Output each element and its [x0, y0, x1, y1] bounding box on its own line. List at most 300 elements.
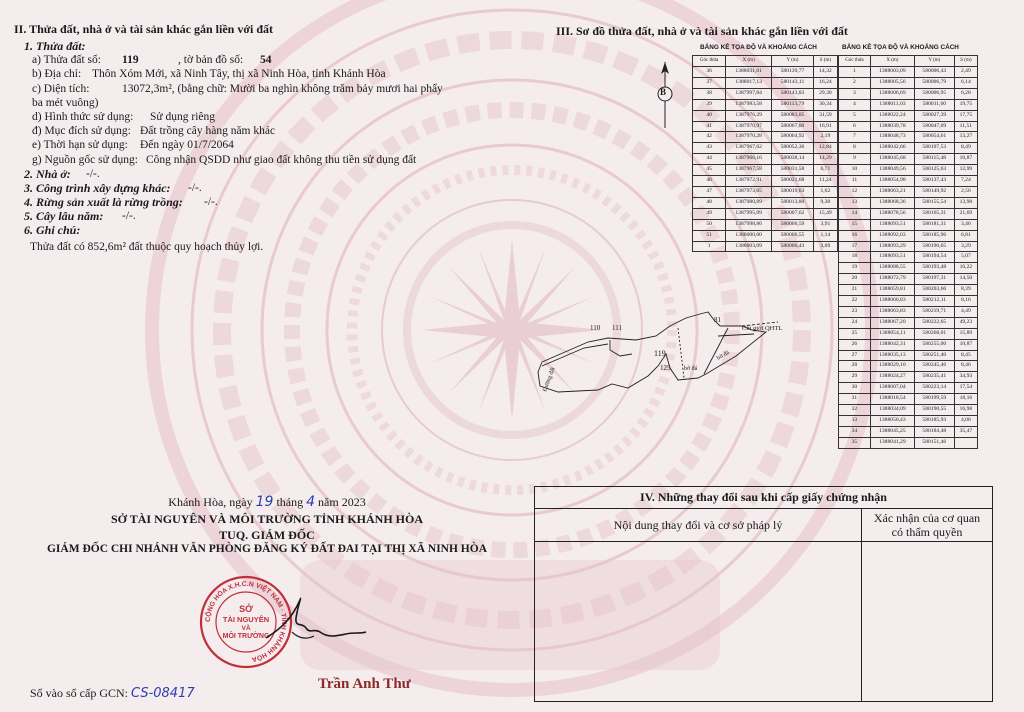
- gcn-entry: [30, 686, 195, 701]
- cell-s: 16,98: [954, 405, 977, 416]
- table-row: [693, 208, 838, 219]
- perennial-heading: 5. Cây lâu năm:: [24, 209, 104, 224]
- cell-x: 1388060,83: [870, 296, 914, 307]
- cell-s: 31,59: [813, 110, 837, 121]
- table-row: [839, 110, 978, 121]
- usage-term-value: Đến ngày 01/7/2064: [140, 139, 234, 152]
- cell-y: 580197,31: [914, 274, 954, 285]
- cell-corner: 41: [693, 121, 726, 132]
- section-changes-box: [534, 486, 993, 702]
- table-row: [839, 99, 978, 110]
- cell-x: 1388045,25: [870, 426, 914, 437]
- cell-y: 580143,83: [772, 88, 814, 99]
- forest-value: -/-.: [204, 196, 218, 209]
- cell-s: 6,28: [954, 88, 977, 99]
- cell-s: 3,09: [813, 241, 837, 252]
- table-row: [839, 88, 978, 99]
- cell-y: 580115,48: [914, 154, 954, 165]
- changes-content-header: Nội dung thay đổi và cơ sở pháp lý: [535, 509, 862, 541]
- cell-y: 580006,95: [914, 88, 954, 99]
- cell-corner: 7: [839, 132, 871, 143]
- note-value: Thửa đất có 852,6m² đất thuộc quy hoạch thủy lợi.: [30, 240, 264, 253]
- cell-y: 580235,41: [914, 372, 954, 383]
- table-row: [839, 405, 978, 416]
- cell-y: 580006,43: [772, 241, 814, 252]
- date-month: 4: [306, 494, 316, 510]
- section-land-parcel: [14, 22, 534, 254]
- cell-corner: 25: [839, 328, 871, 339]
- cell-y: 580268,01: [914, 328, 954, 339]
- seal-ring-text: CỘNG HÒA X.H.C.N VIỆT NAM · TỈNH KHÁNH HÒA: [204, 580, 288, 663]
- table-row: [693, 197, 838, 208]
- north-label: B: [660, 87, 667, 97]
- map-sheet-value: 54: [260, 54, 272, 67]
- cell-corner: 11: [839, 176, 871, 187]
- table-row: [839, 426, 978, 437]
- coordinate-table-right: [838, 55, 978, 449]
- cell-corner: 37: [693, 77, 726, 88]
- cell-x: 1388007,04: [870, 383, 914, 394]
- cell-x: 1388078,56: [870, 208, 914, 219]
- cell-corner: 51: [693, 230, 726, 241]
- cell-x: 1388054,11: [870, 328, 914, 339]
- table-row: [839, 154, 978, 165]
- cell-x: 1387997,84: [726, 88, 772, 99]
- col-x: X (m): [726, 56, 772, 67]
- cell-x: 1388068,36: [870, 197, 914, 208]
- table-row: [839, 165, 978, 176]
- cell-corner: 26: [839, 339, 871, 350]
- table-row: [839, 77, 978, 88]
- column-divider: [861, 541, 862, 701]
- cell-y: 580047,69: [914, 121, 954, 132]
- cell-s: 6,71: [813, 165, 837, 176]
- cell-corner: 1: [693, 241, 726, 252]
- cell-corner: 14: [839, 208, 871, 219]
- cell-y: 580219,71: [914, 306, 954, 317]
- cell-y: 580190,55: [914, 405, 954, 416]
- cell-corner: 30: [839, 383, 871, 394]
- cell-x: 1388035,13: [870, 350, 914, 361]
- table-row: [839, 285, 978, 296]
- cell-x: 1388011,03: [870, 99, 914, 110]
- cell-corner: 18: [839, 252, 871, 263]
- authority-line-2: có thẩm quyền: [891, 525, 963, 539]
- table-row: [839, 176, 978, 187]
- cell-y: 580151,46: [914, 437, 954, 448]
- usage-term-label: e) Thời hạn sử dụng:: [32, 139, 128, 152]
- cell-corner: 8: [839, 143, 871, 154]
- sketch-label-125: 125: [660, 364, 671, 372]
- cell-y: 580223,14: [914, 383, 954, 394]
- cell-corner: 44: [693, 154, 726, 165]
- cell-corner: 16: [839, 230, 871, 241]
- cell-corner: 6: [839, 121, 871, 132]
- cell-s: 18,16: [954, 394, 977, 405]
- cell-s: 3,29: [954, 241, 977, 252]
- table-row: [839, 274, 978, 285]
- table-row: [839, 208, 978, 219]
- parcel-number-value: 119: [122, 54, 139, 67]
- cell-corner: 42: [693, 132, 726, 143]
- cell-s: 13,27: [954, 132, 977, 143]
- col-y: Y (m): [772, 56, 814, 67]
- table-row: [839, 306, 978, 317]
- cell-x: 1388029,10: [870, 361, 914, 372]
- sketch-label-119: 119: [654, 349, 666, 358]
- cell-x: 1388003,09: [726, 241, 772, 252]
- cell-s: 11,51: [954, 121, 977, 132]
- cell-corner: 28: [839, 361, 871, 372]
- cell-corner: 38: [693, 88, 726, 99]
- cell-corner: 24: [839, 317, 871, 328]
- col-corner: Góc thửa: [693, 56, 726, 67]
- cell-y: 580083,05: [772, 110, 814, 121]
- cell-y: 580011,60: [914, 99, 954, 110]
- usage-purpose-label: đ) Mục đích sử dụng:: [32, 125, 131, 138]
- cell-s: 30,34: [813, 99, 837, 110]
- cell-s: 8,49: [954, 143, 977, 154]
- cell-corner: 31: [839, 394, 871, 405]
- house-heading: 2. Nhà ở:: [24, 166, 71, 181]
- cell-s: 6,81: [954, 230, 977, 241]
- table-row: [693, 77, 838, 88]
- area-label: c) Diện tích:: [32, 82, 90, 95]
- cell-x: 1388093,51: [870, 219, 914, 230]
- cell-s: 4,08: [954, 416, 977, 427]
- cell-y: 580052,36: [772, 143, 814, 154]
- table-row: [839, 383, 978, 394]
- table-row: [839, 437, 978, 448]
- cell-y: 580021,68: [772, 176, 814, 187]
- table-row: [693, 230, 838, 241]
- cell-s: 5,07: [954, 252, 977, 263]
- cell-y: 580125,63: [914, 165, 954, 176]
- cell-s: 10,87: [954, 339, 977, 350]
- cell-s: 34,93: [954, 372, 977, 383]
- cell-s: 8,45: [954, 350, 977, 361]
- origin-value: Công nhận QSDD như giao đất không thu tiền sử dụng đất: [146, 153, 417, 166]
- cell-x: 1388024,27: [870, 372, 914, 383]
- cell-x: 1388045,68: [870, 154, 914, 165]
- col-s: S (m): [954, 56, 977, 67]
- sketch-boundary-label: Chỉ giới QHTL: [742, 325, 783, 332]
- col-corner: Góc thửa: [839, 56, 871, 67]
- table-row: [693, 121, 838, 132]
- section-2-title: II. Thửa đất, nhà ở và tài sản khác gắn liền với đất: [14, 22, 274, 36]
- table-row: [839, 350, 978, 361]
- cell-y: 580007,62: [772, 208, 814, 219]
- cell-x: 1388017,13: [726, 77, 772, 88]
- cell-y: 580255,00: [914, 339, 954, 350]
- cell-y: 580185,96: [914, 230, 954, 241]
- cell-x: 1388022,24: [870, 110, 914, 121]
- authority-confirm-header: [862, 511, 992, 539]
- cell-x: 1388018,54: [870, 394, 914, 405]
- seal-center-2: TÀI NGUYÊN: [222, 615, 270, 624]
- table-row: [693, 186, 838, 197]
- cell-x: 1387983,58: [726, 99, 772, 110]
- cell-s: 1,14: [813, 230, 837, 241]
- cell-x: 1388006,69: [870, 88, 914, 99]
- col-y: Y (m): [914, 56, 954, 67]
- table-row: [839, 317, 978, 328]
- cell-y: 580185,93: [914, 416, 954, 427]
- cell-x: 1387970,97: [726, 121, 772, 132]
- sketch-road-label-2: bờ đá: [716, 349, 731, 362]
- table-row: [839, 416, 978, 427]
- cell-y: 580181,31: [914, 219, 954, 230]
- date-year: năm 2023: [318, 495, 366, 509]
- cell-corner: 46: [693, 176, 726, 187]
- address-value: Thôn Xóm Mới, xã Ninh Tây, thị xã Ninh Hòa, tỉnh Khánh Hòa: [92, 68, 386, 81]
- cell-corner: 10: [839, 165, 871, 176]
- cell-y: 580107,53: [914, 143, 954, 154]
- cell-x: 1388092,03: [870, 230, 914, 241]
- cell-corner: 29: [839, 372, 871, 383]
- table-row: [693, 176, 838, 187]
- cell-s: 1,62: [813, 186, 837, 197]
- cell-x: 1387998,86: [726, 219, 772, 230]
- table-row: [839, 241, 978, 252]
- cell-s: 14,29: [813, 154, 837, 165]
- cell-corner: 1: [839, 67, 871, 78]
- cell-x: 1388039,78: [870, 121, 914, 132]
- cell-corner: 20: [839, 274, 871, 285]
- cell-x: 1388034,09: [870, 405, 914, 416]
- table-row: [839, 132, 978, 143]
- signature-date: [0, 494, 534, 510]
- cell-corner: 43: [693, 143, 726, 154]
- cell-y: 580184,48: [914, 426, 954, 437]
- cell-corner: 19: [839, 263, 871, 274]
- cell-y: 580251,40: [914, 350, 954, 361]
- cell-x: 1387980,89: [726, 197, 772, 208]
- table-row: [693, 241, 838, 252]
- cell-x: 1388054,98: [870, 176, 914, 187]
- cell-x: 1388072,79: [870, 274, 914, 285]
- cell-x: 1387967,58: [726, 165, 772, 176]
- cell-corner: 47: [693, 186, 726, 197]
- cell-corner: 13: [839, 197, 871, 208]
- cell-s: 12,99: [954, 165, 977, 176]
- cell-s: 16,91: [813, 121, 837, 132]
- cell-y: 580006,43: [914, 67, 954, 78]
- cell-y: 580199,59: [914, 394, 954, 405]
- cell-corner: 4: [839, 99, 871, 110]
- date-day: 19: [255, 494, 274, 510]
- table-row: [839, 121, 978, 132]
- cell-corner: 21: [839, 285, 871, 296]
- cell-s: 8,39: [954, 285, 977, 296]
- date-month-label: tháng: [276, 495, 304, 509]
- cell-y: 580006,55: [772, 230, 814, 241]
- cell-x: 1388063,83: [870, 306, 914, 317]
- table-row: [839, 197, 978, 208]
- table-row: [839, 252, 978, 263]
- cell-s: 2,56: [954, 186, 977, 197]
- table-row: [693, 132, 838, 143]
- cell-s: 3,46: [954, 219, 977, 230]
- cell-s: 2,19: [813, 132, 837, 143]
- cell-y: 580222,65: [914, 317, 954, 328]
- cell-s: [954, 437, 977, 448]
- table-row: [839, 339, 978, 350]
- cell-y: 580006,79: [914, 77, 954, 88]
- table-row: [693, 88, 838, 99]
- origin-label: g) Nguồn gốc sử dụng:: [32, 153, 138, 166]
- cell-y: 580194,54: [914, 252, 954, 263]
- signature-tuq: TUQ. GIÁM ĐỐC: [219, 528, 315, 542]
- cell-y: 580155,54: [914, 197, 954, 208]
- seal-center-1: SỞ: [239, 604, 253, 614]
- cell-x: 1388088,55: [870, 263, 914, 274]
- cell-x: 1388067,20: [870, 317, 914, 328]
- sketch-label-81: 81: [714, 316, 721, 324]
- table-row: [693, 219, 838, 230]
- table-row: [839, 372, 978, 383]
- table-caption-right: BẢNG KÊ TỌA ĐỘ VÀ KHOẢNG CÁCH: [842, 44, 959, 51]
- cell-s: 2,49: [954, 67, 977, 78]
- table-row: [839, 361, 978, 372]
- cell-s: 35,47: [954, 426, 977, 437]
- cell-s: 9,30: [813, 197, 837, 208]
- section-4-title: IV. Những thay đổi sau khi cấp giấy chứng nhận: [535, 487, 992, 509]
- cell-s: 21,69: [954, 208, 977, 219]
- cell-y: 580006,59: [772, 219, 814, 230]
- cell-corner: 22: [839, 296, 871, 307]
- cell-y: 580149,92: [914, 186, 954, 197]
- area-value-cont: ba mét vuông): [32, 96, 99, 109]
- cell-x: 1388093,51: [870, 252, 914, 263]
- cell-s: 29,30: [813, 88, 837, 99]
- cell-corner: 9: [839, 154, 871, 165]
- cell-y: 580031,58: [772, 165, 814, 176]
- signer-name: Trần Anh Thư: [318, 676, 411, 692]
- area-value: 13072,3m², (bằng chữ: Mười ba nghìn không trăm bảy mươi hai phẩy: [122, 82, 443, 95]
- cell-s: 4,49: [954, 306, 977, 317]
- signature-org: SỞ TÀI NGUYÊN VÀ MÔI TRƯỜNG TỈNH KHÁNH HÒA: [110, 512, 424, 526]
- cell-x: 1388093,29: [870, 241, 914, 252]
- table-row: [693, 99, 838, 110]
- cell-s: 7,24: [954, 176, 977, 187]
- other-construction-heading: 3. Công trình xây dựng khác:: [24, 180, 171, 195]
- cell-corner: 27: [839, 350, 871, 361]
- col-x: X (m): [870, 56, 914, 67]
- sketch-label-111: 111: [612, 324, 622, 332]
- cell-x: 1388059,81: [870, 285, 914, 296]
- gcn-number: CS-08417: [131, 686, 195, 701]
- section-3-title: III. Sơ đồ thửa đất, nhà ở và tài sản khác gắn liền với đất: [556, 24, 848, 38]
- cell-corner: 40: [693, 110, 726, 121]
- other-construction-value: -/-.: [188, 181, 202, 194]
- cell-y: 580038,14: [772, 154, 814, 165]
- cell-s: 19,75: [954, 99, 977, 110]
- cell-s: 8,46: [954, 361, 977, 372]
- cell-y: 580193,48: [914, 263, 954, 274]
- seal-center-4: MÔI TRƯỜNG: [222, 633, 270, 640]
- cell-s: 6,14: [954, 77, 977, 88]
- cell-y: 580137,43: [914, 176, 954, 187]
- cell-corner: 49: [693, 208, 726, 219]
- cell-x: 1387972,91: [726, 176, 772, 187]
- parcel-heading: 1. Thửa đất:: [24, 39, 86, 53]
- cell-s: 16,24: [813, 77, 837, 88]
- table-row: [839, 219, 978, 230]
- cell-y: 580212,11: [914, 296, 954, 307]
- cell-corner: 34: [839, 426, 871, 437]
- cell-s: 10,87: [954, 154, 977, 165]
- seal-center-3: VÀ: [241, 625, 251, 632]
- table-row: [693, 143, 838, 154]
- cell-s: 13,98: [954, 197, 977, 208]
- address-label: b) Địa chỉ:: [32, 68, 82, 81]
- table-row: [693, 165, 838, 176]
- cell-s: 16,22: [954, 263, 977, 274]
- perennial-value: -/-.: [122, 210, 136, 223]
- cell-x: 1388049,56: [870, 165, 914, 176]
- cell-x: 1387967,62: [726, 143, 772, 154]
- cell-s: 8,16: [954, 296, 977, 307]
- cell-x: 1388031,01: [726, 67, 772, 78]
- cell-corner: 48: [693, 197, 726, 208]
- cell-y: 580013,80: [772, 197, 814, 208]
- cell-corner: 12: [839, 186, 871, 197]
- parcel-sketch: [528, 296, 783, 400]
- cell-s: 14,32: [813, 67, 837, 78]
- table-row: [693, 67, 838, 78]
- cell-s: 3,91: [813, 219, 837, 230]
- cell-y: 580190,65: [914, 241, 954, 252]
- cell-corner: 3: [839, 88, 871, 99]
- cell-corner: 2: [839, 77, 871, 88]
- parcel-number-label: a) Thửa đất số:: [32, 54, 101, 67]
- table-row: [839, 230, 978, 241]
- sketch-dirt-road-label: Đường đất: [542, 366, 557, 393]
- table-row: [839, 296, 978, 307]
- cell-corner: 45: [693, 165, 726, 176]
- table-row: [839, 328, 978, 339]
- cell-corner: 50: [693, 219, 726, 230]
- gcn-label: Số vào sổ cấp GCN:: [30, 686, 128, 700]
- cell-x: 1387995,09: [726, 208, 772, 219]
- cell-x: 1388050,43: [870, 416, 914, 427]
- cell-y: 580067,00: [772, 121, 814, 132]
- cell-y: 580143,11: [772, 77, 814, 88]
- cell-y: 580054,61: [914, 132, 954, 143]
- cell-corner: 32: [839, 405, 871, 416]
- house-value: -/-.: [86, 167, 100, 180]
- handwritten-signature: [262, 588, 372, 648]
- sketch-road-label: bờ đá: [684, 366, 698, 372]
- forest-heading: 4. Rừng sản xuất là rừng trồng:: [24, 195, 183, 210]
- cell-x: 1388000,00: [726, 230, 772, 241]
- cell-corner: 15: [839, 219, 871, 230]
- cell-s: 17,54: [954, 383, 977, 394]
- col-s: S (m): [813, 56, 837, 67]
- cell-x: 1388063,21: [870, 186, 914, 197]
- usage-purpose-value: Đất trồng cây hàng năm khác: [140, 125, 276, 138]
- cell-s: 14,50: [954, 274, 977, 285]
- cell-corner: 17: [839, 241, 871, 252]
- table-row: [693, 110, 838, 121]
- cell-x: 1388048,73: [870, 132, 914, 143]
- cell-y: 580165,31: [914, 208, 954, 219]
- date-prefix: Khánh Hòa, ngày: [168, 495, 253, 509]
- cell-x: 1388005,56: [870, 77, 914, 88]
- cell-corner: 39: [693, 99, 726, 110]
- cell-s: 11,24: [813, 176, 837, 187]
